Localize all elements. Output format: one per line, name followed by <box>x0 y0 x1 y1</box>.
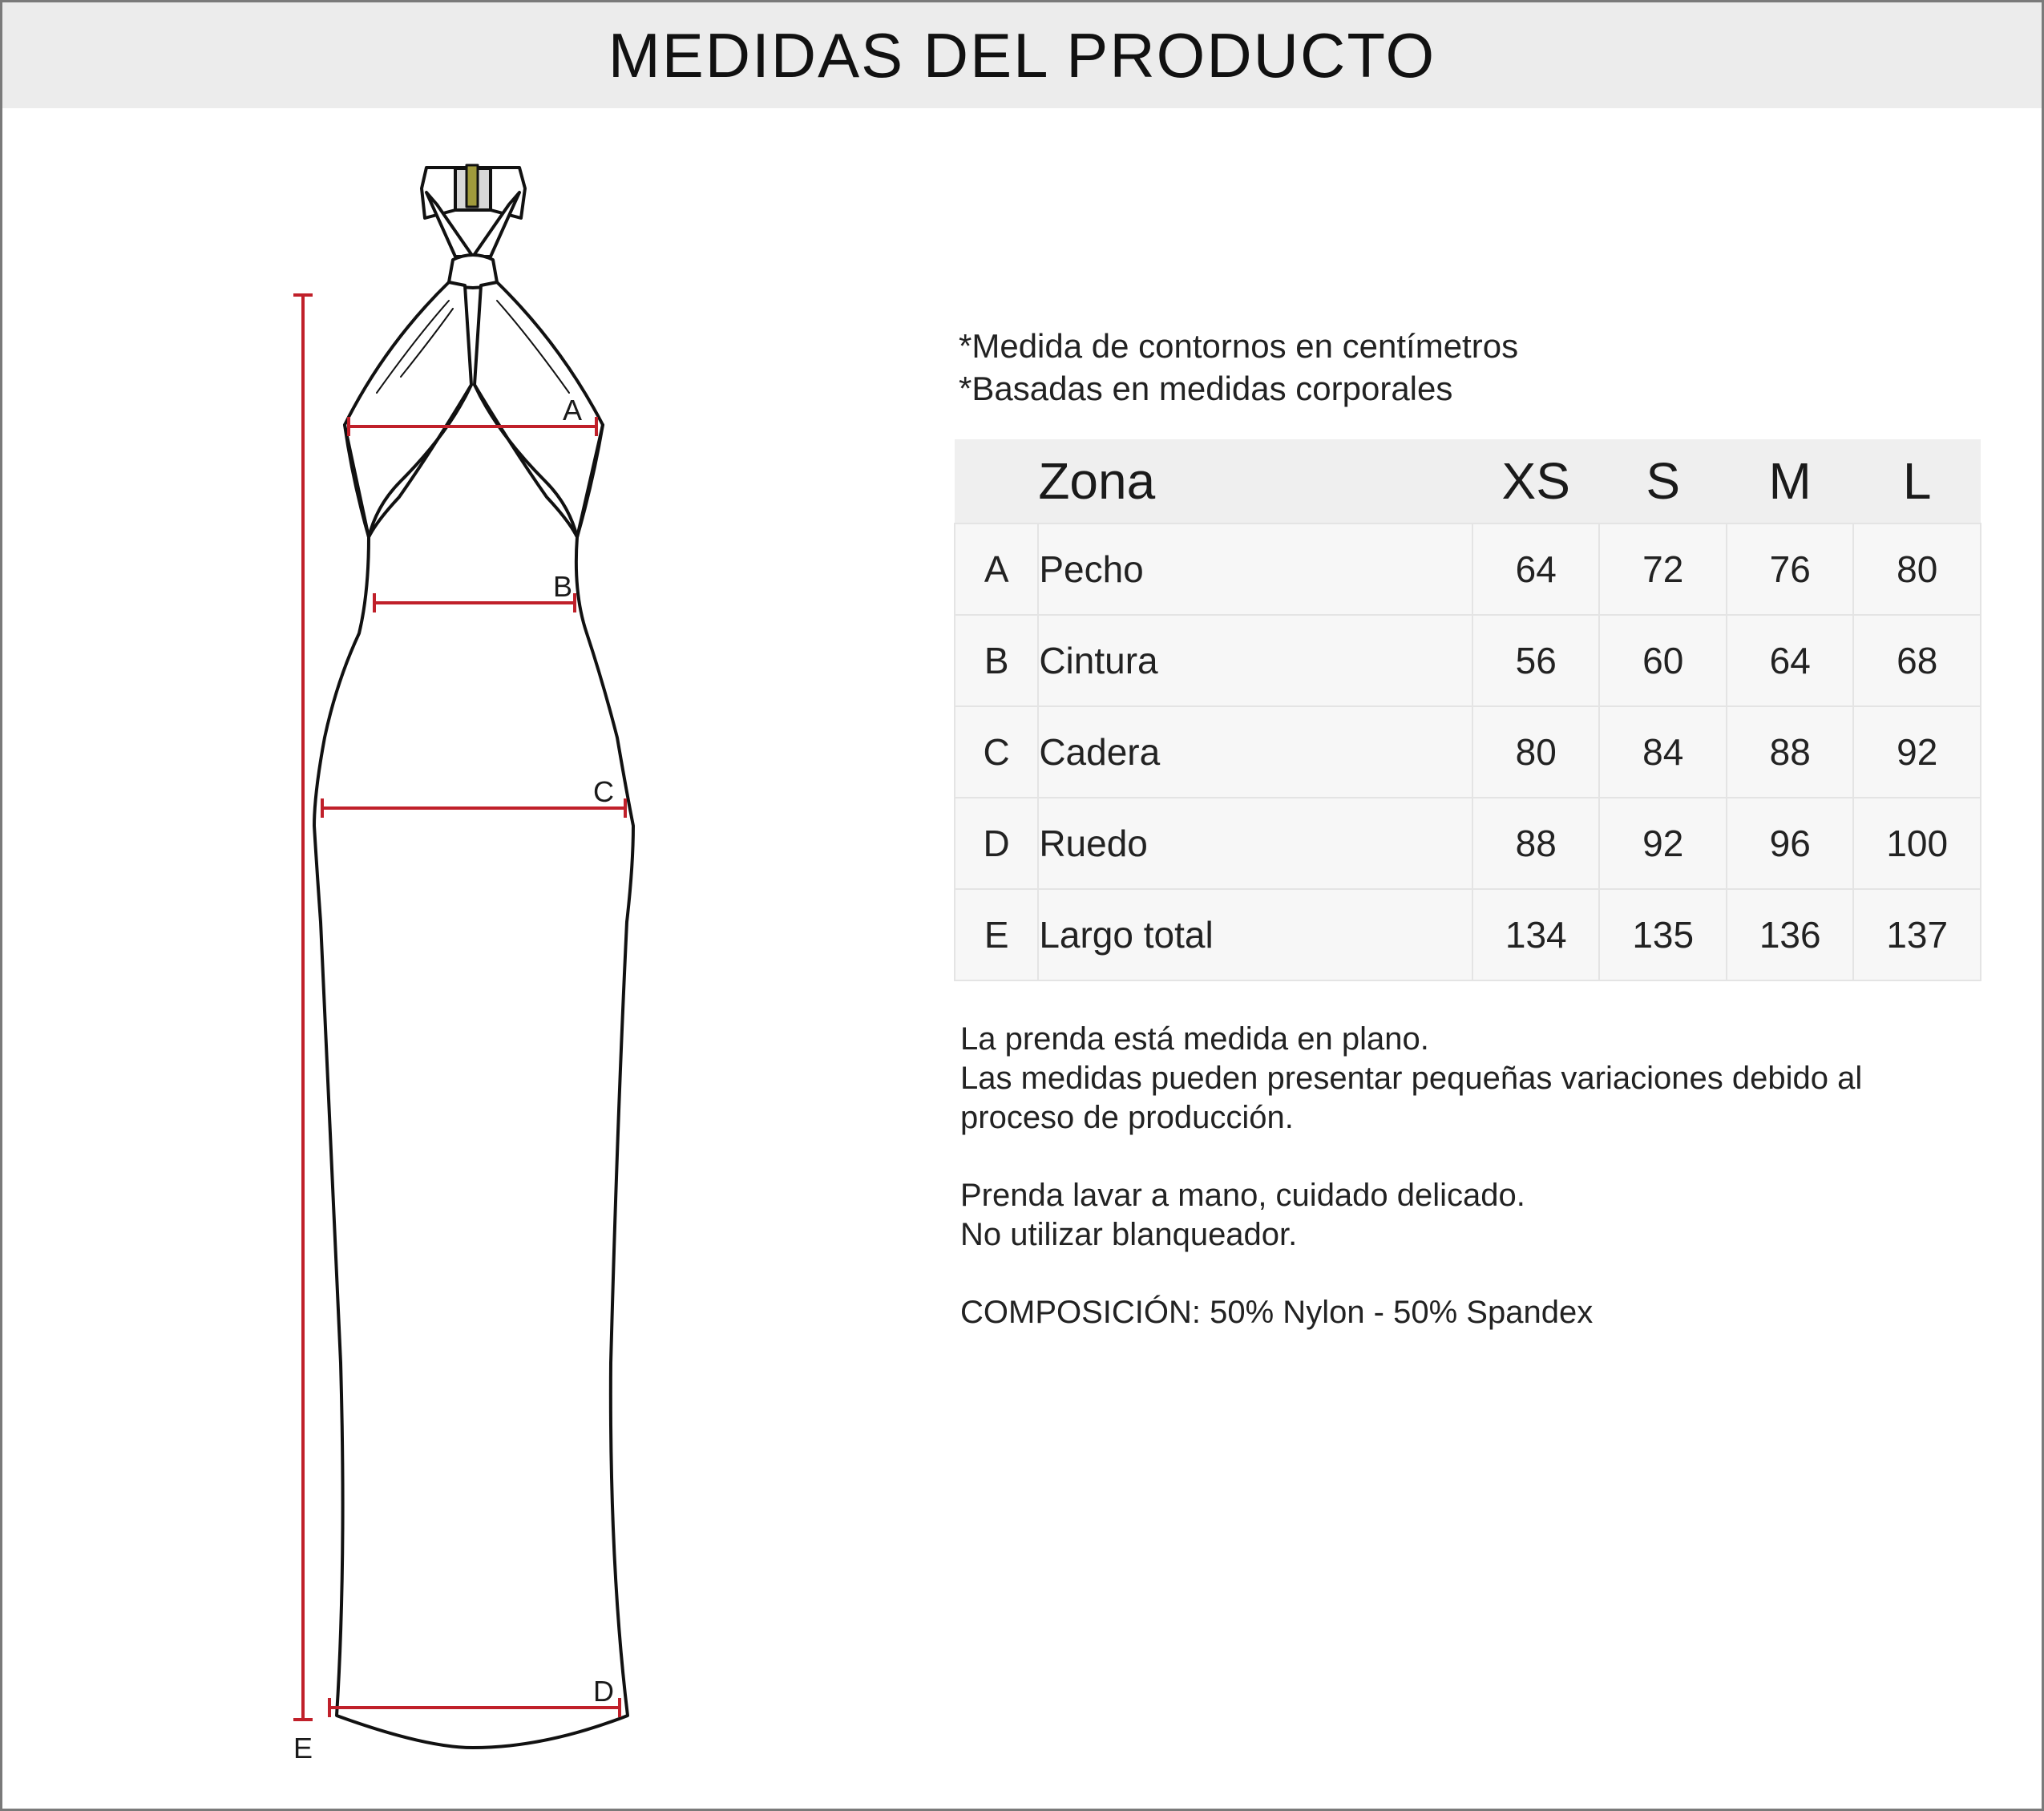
table-row <box>955 615 1981 706</box>
note-line: *Medida de contornos en centímetros <box>959 327 1519 365</box>
row-key: B <box>955 615 1038 706</box>
row-value: 88 <box>1727 706 1853 798</box>
measure-note <box>960 1020 1862 1138</box>
header-zone: Zona <box>1038 439 1472 523</box>
info-line: COMPOSICIÓN: 50% Nylon - 50% Spandex <box>960 1295 1594 1330</box>
row-zone: Cintura <box>1038 615 1472 706</box>
info-line: La prenda está medida en plano. <box>960 1021 1429 1057</box>
info-line: Prenda lavar a mano, cuidado delicado. <box>960 1178 1525 1213</box>
row-value: 80 <box>1853 523 1981 615</box>
info-line: Las medidas pueden presentar pequeñas variaciones debido al <box>960 1061 1863 1096</box>
row-value: 64 <box>1472 523 1599 615</box>
table-row <box>955 889 1981 980</box>
clasp <box>467 165 478 207</box>
row-value: 135 <box>1599 889 1726 980</box>
row-key: D <box>955 798 1038 889</box>
composition <box>960 1293 1862 1332</box>
row-value: 136 <box>1727 889 1853 980</box>
table-row <box>955 798 1981 889</box>
row-value: 60 <box>1599 615 1726 706</box>
header-size-l: L <box>1853 439 1981 523</box>
row-value: 96 <box>1727 798 1853 889</box>
info-line: No utilizar blanqueador. <box>960 1217 1298 1252</box>
dress-diagram <box>0 0 882 1811</box>
row-value: 80 <box>1472 706 1599 798</box>
label-b: B <box>553 570 573 603</box>
row-key: A <box>955 523 1038 615</box>
row-zone: Cadera <box>1038 706 1472 798</box>
row-value: 88 <box>1472 798 1599 889</box>
table-header-row <box>955 439 1981 523</box>
header-size-s: S <box>1599 439 1726 523</box>
row-value: 100 <box>1853 798 1981 889</box>
row-zone: Pecho <box>1038 523 1472 615</box>
row-value: 84 <box>1599 706 1726 798</box>
label-d: D <box>593 1675 614 1708</box>
row-zone: Largo total <box>1038 889 1472 980</box>
row-value: 68 <box>1853 615 1981 706</box>
row-value: 134 <box>1472 889 1599 980</box>
row-value: 76 <box>1727 523 1853 615</box>
page-title: MEDIDAS DEL PRODUCTO <box>608 19 1436 91</box>
row-key: E <box>955 889 1038 980</box>
header-key <box>955 439 1038 523</box>
row-zone: Ruedo <box>1038 798 1472 889</box>
row-key: C <box>955 706 1038 798</box>
row-value: 137 <box>1853 889 1981 980</box>
table-row <box>955 706 1981 798</box>
care-instructions <box>960 1176 1862 1255</box>
row-value: 72 <box>1599 523 1726 615</box>
label-e: E <box>293 1732 313 1765</box>
label-c: C <box>593 775 614 808</box>
dress-outline <box>314 425 633 1748</box>
row-value: 92 <box>1853 706 1981 798</box>
row-value: 92 <box>1599 798 1726 889</box>
info-line: proceso de producción. <box>960 1100 1294 1135</box>
header-size-xs: XS <box>1472 439 1599 523</box>
product-info <box>960 1020 1862 1371</box>
header-size-m: M <box>1727 439 1853 523</box>
size-table <box>954 439 1981 981</box>
bodice-right <box>475 282 603 537</box>
label-a: A <box>563 394 583 426</box>
table-row <box>955 523 1981 615</box>
row-value: 64 <box>1727 615 1853 706</box>
row-value: 56 <box>1472 615 1599 706</box>
measurement-notes <box>959 325 1518 410</box>
note-line: *Basadas en medidas corporales <box>959 370 1453 407</box>
bodice-left <box>345 282 471 537</box>
